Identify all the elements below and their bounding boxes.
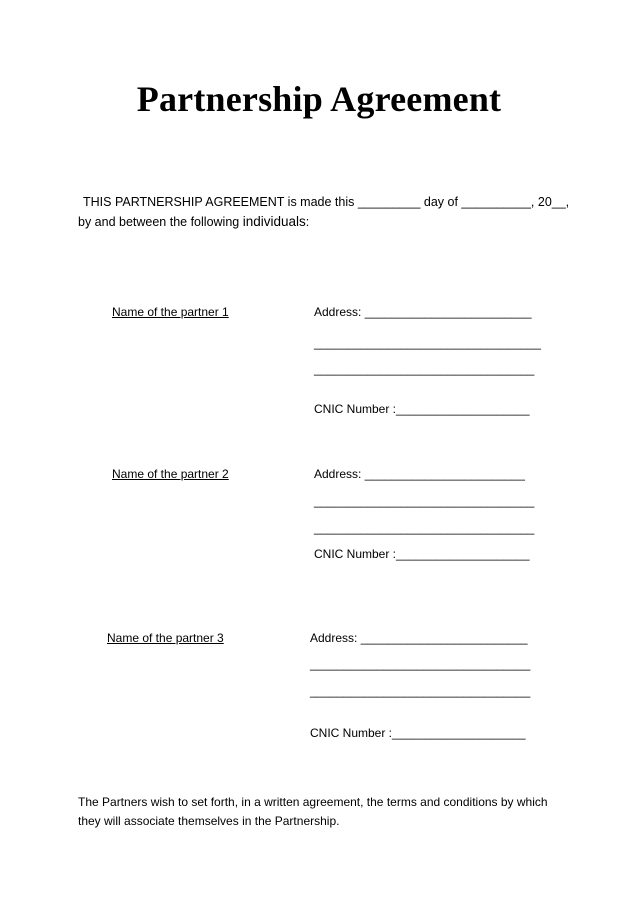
intro-line-2-prefix: by and between the following: [78, 215, 243, 229]
partner-3-cnic-field[interactable]: CNIC Number :____________________: [310, 726, 526, 740]
partner-2-cnic-field[interactable]: CNIC Number :____________________: [314, 547, 530, 561]
partner-2-address-line-3[interactable]: _________________________________: [314, 521, 535, 535]
intro-paragraph: [78, 192, 568, 232]
partner-1-cnic-field[interactable]: CNIC Number :____________________: [314, 402, 530, 416]
closing-line-2: they will associate themselves in the Partnership.: [78, 814, 340, 828]
partner-1-address-line-2[interactable]: __________________________________: [314, 336, 541, 350]
partner-1-name-label: Name of the partner 1: [112, 305, 229, 319]
intro-line-2: [78, 212, 568, 232]
partner-2-address-line-2[interactable]: _________________________________: [314, 494, 535, 508]
intro-line-1: THIS PARTNERSHIP AGREEMENT is made this _________ day of __________, 20__,: [83, 195, 570, 209]
partner-2-name-label: Name of the partner 2: [112, 467, 229, 481]
intro-line-2-emphasis: individuals: [242, 214, 306, 229]
partner-3-address-field[interactable]: Address: _________________________: [310, 631, 528, 645]
partner-3-address-line-3[interactable]: _________________________________: [310, 684, 531, 698]
partner-1-address-line-3[interactable]: _________________________________: [314, 362, 535, 376]
page-title: Partnership Agreement: [136, 79, 502, 119]
partner-3-name-label: Name of the partner 3: [107, 631, 224, 645]
closing-paragraph: [78, 793, 558, 831]
closing-line-1: The Partners wish to set forth, in a written agreement, the terms and conditions by which: [78, 795, 548, 809]
partner-2-address-field[interactable]: Address: ________________________: [314, 467, 525, 481]
intro-line-2-suffix: :: [305, 215, 310, 229]
partner-3-address-line-2[interactable]: _________________________________: [310, 657, 531, 671]
partner-1-address-field[interactable]: Address: _________________________: [314, 305, 532, 319]
